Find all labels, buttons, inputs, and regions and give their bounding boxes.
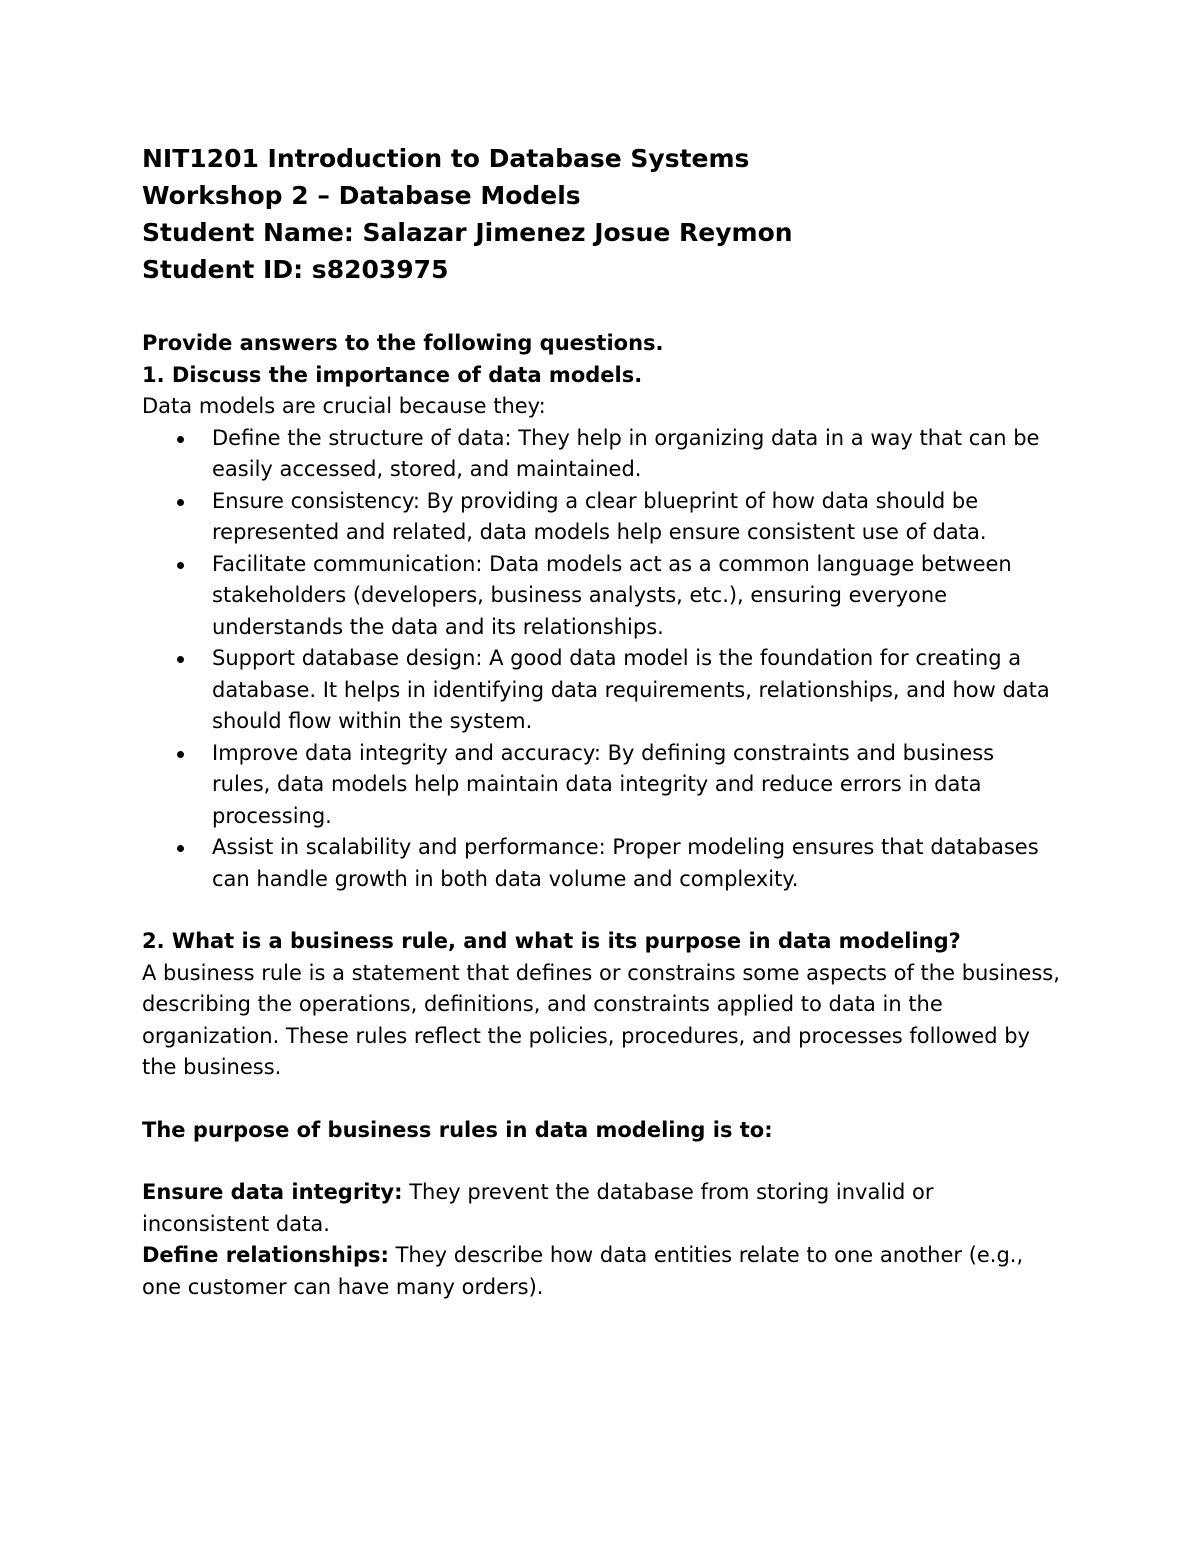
bullet-icon bbox=[177, 751, 184, 758]
workshop-title: Workshop 2 – Database Models bbox=[142, 181, 581, 210]
list-item-text: Ensure consistency: By providing a clear blueprint of how data should be represented and related, data models help ensure consistent use of data. bbox=[212, 488, 987, 544]
bullet-icon bbox=[177, 562, 184, 569]
list-item-text: Assist in scalability and performance: Proper modeling ensures that databases can handle growth in both data volume and complexity. bbox=[212, 835, 1039, 891]
purpose-term: Ensure data integrity: bbox=[142, 1180, 403, 1204]
document-header bbox=[142, 140, 1082, 288]
course-title: NIT1201 Introduction to Database Systems bbox=[142, 144, 750, 173]
list-item-text: Facilitate communication: Data models act as a common language between stakeholders (developers, business analysts, etc.), ensuring everyone understands the data and its relationships. bbox=[212, 551, 1012, 639]
bullet-icon bbox=[177, 656, 184, 663]
list-item bbox=[142, 832, 1057, 895]
instructions: Provide answers to the following questions. bbox=[142, 331, 664, 355]
question-2-heading: 2. What is a business rule, and what is its purpose in data modeling? bbox=[142, 929, 961, 953]
purpose-item-integrity bbox=[142, 1177, 1062, 1240]
list-item bbox=[142, 643, 1057, 738]
purpose-heading: The purpose of business rules in data modeling is to: bbox=[142, 1117, 773, 1142]
question-1-heading: 1. Discuss the importance of data models. bbox=[142, 362, 643, 387]
bullet-icon bbox=[177, 499, 184, 506]
question-1-intro: Data models are crucial because they: bbox=[142, 394, 546, 418]
student-id: Student ID: s8203975 bbox=[142, 255, 449, 284]
bullet-icon bbox=[177, 845, 184, 852]
purpose-item-relationships bbox=[142, 1240, 1062, 1303]
student-name: Student Name: Salazar Jimenez Josue Reymon bbox=[142, 218, 793, 247]
list-item bbox=[142, 738, 1057, 833]
purpose-text: They prevent the database from storing invalid or inconsistent data. bbox=[142, 1180, 934, 1236]
list-item-text: Improve data integrity and accuracy: By defining constraints and business rules, data models help maintain data integrity and reduce errors in data processing. bbox=[212, 740, 995, 828]
bullet-icon bbox=[177, 436, 184, 443]
purpose-term: Define relationships: bbox=[142, 1243, 389, 1267]
list-item bbox=[142, 549, 1057, 644]
list-item-text: Support database design: A good data model is the foundation for creating a database. It helps in identifying data requirements, relationships, and how data should flow within the system. bbox=[212, 646, 1050, 733]
purpose-text: They describe how data entities relate to one another (e.g., one customer can have many orders). bbox=[142, 1243, 1024, 1299]
list-item bbox=[142, 423, 1057, 486]
importance-list bbox=[142, 423, 1082, 896]
list-item-text: Define the structure of data: They help in organizing data in a way that can be easily accessed, stored, and maintained. bbox=[212, 425, 1040, 481]
document-page bbox=[142, 140, 1082, 1303]
list-item bbox=[142, 486, 1057, 549]
question-2-answer: A business rule is a statement that defines or constrains some aspects of the business, describing the operations, definitions, and constraints applied to data in the organization. These rules reflect the policies, procedures, and processes followed by the business. bbox=[142, 960, 1060, 1079]
